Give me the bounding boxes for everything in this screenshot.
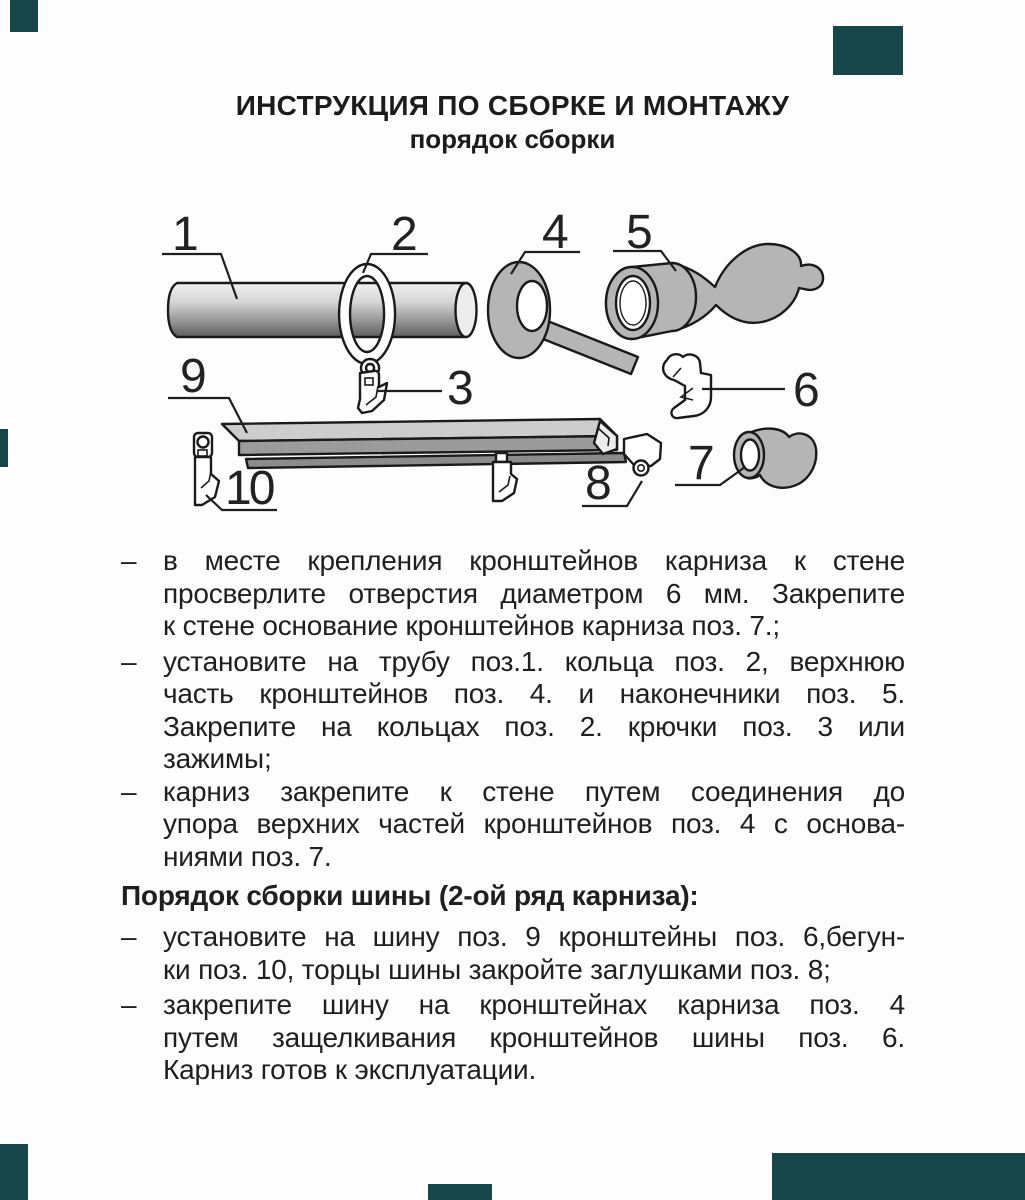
bullet-dash: – [121, 775, 137, 807]
background-artifact-bottom-center [428, 1184, 492, 1200]
page-subtitle: порядок сборки [409, 124, 616, 154]
end-cap-part [624, 434, 661, 476]
instructions [121, 545, 907, 1087]
rail-part [222, 419, 626, 468]
assembly-step-2 [121, 646, 907, 776]
step-text-line: часть кронштейнов поз. 4. и наконечники поз. 5. [163, 678, 905, 709]
parts-diagram [115, 192, 915, 537]
assembly-step-3 [121, 776, 907, 874]
part-label-3: 3 [447, 362, 474, 415]
step-text-line: зажимы; [163, 743, 272, 774]
step-text-line: установите на трубу поз.1. кольца поз. 2, верхнюю [163, 645, 905, 677]
background-artifact-top-right [833, 26, 903, 75]
part-label-10: 10 [225, 462, 273, 515]
page-title: ИНСТРУКЦИЯ ПО СБОРКЕ И МОНТАЖУ [235, 90, 790, 121]
rail-bracket-part [663, 354, 711, 418]
runner-part [194, 433, 219, 505]
step-text-line: Карниз готов к эксплуатации. [163, 1054, 537, 1085]
part-label-9: 9 [180, 350, 207, 403]
bullet-dash: – [121, 545, 137, 576]
bullet-dash: – [121, 921, 137, 952]
background-artifact-bottom-left [0, 1144, 28, 1200]
step-text-line: просверлите отверстия диаметром 6 мм. Закрепите [163, 577, 905, 609]
part-label-1: 1 [172, 208, 199, 261]
step-text-line: карниз закрепите к стене путем соединения до [163, 775, 905, 807]
rail-step-2 [121, 989, 907, 1087]
step-text-line: путем защелкивания кронштейнов шины поз. 6. [163, 1021, 905, 1053]
step-text-line: упора верхних частей кронштейнов поз. 4 с основа- [163, 808, 905, 839]
part-label-4: 4 [542, 206, 569, 259]
background-artifact-top-left [10, 0, 38, 32]
step-text-line: в месте крепления кронштейнов карниза к стене [163, 545, 905, 576]
step-text-line: ниями поз. 7. [163, 840, 332, 872]
part-label-7: 7 [688, 437, 715, 490]
bullet-dash: – [121, 989, 137, 1020]
step-text-line: закрепите шину на кронштейнах карниза поз. 4 [163, 989, 905, 1020]
background-artifact-bottom-right [772, 1153, 1025, 1200]
rail-step-1 [121, 921, 907, 986]
assembly-step-1 [121, 545, 907, 643]
tube-part [168, 283, 477, 337]
part-label-6: 6 [793, 364, 820, 417]
wall-base-part [734, 429, 816, 488]
rail-section-heading: Порядок сборки шины (2-ой ряд карниза): [121, 880, 699, 911]
part-label-8: 8 [585, 457, 612, 510]
step-text-line: ки поз. 10, торцы шины закройте заглушками поз. 8; [163, 953, 831, 985]
step-text-line: установите на шину поз. 9 кронштейны поз. 6,бегун- [163, 921, 905, 952]
step-text-line: к стене основание кронштейнов карниза поз. 7.; [163, 610, 780, 641]
part-label-2: 2 [391, 208, 418, 261]
step-text-line: Закрепите на кольцах поз. 2. крючки поз. 3 или [163, 710, 905, 742]
part-label-5: 5 [626, 206, 653, 259]
bullet-dash: – [121, 645, 137, 677]
background-artifact-left-edge [0, 429, 8, 467]
